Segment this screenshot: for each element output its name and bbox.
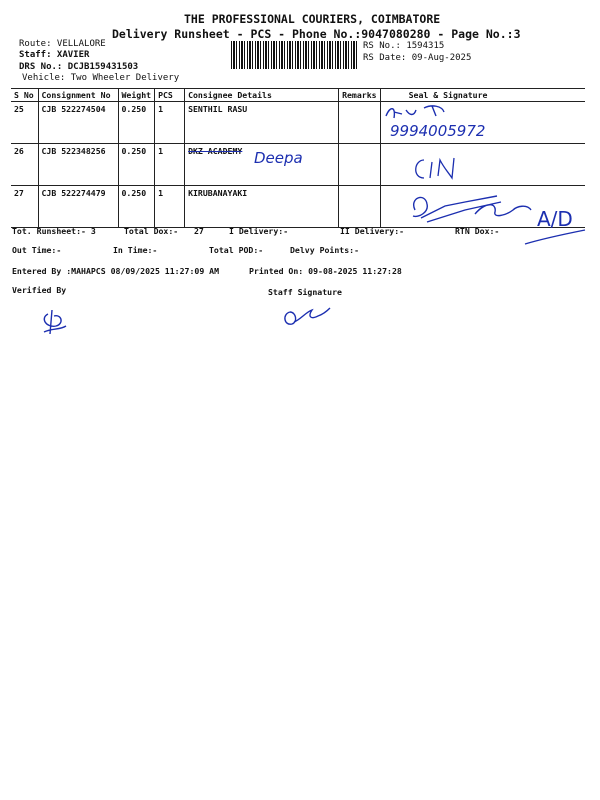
cell-consignment: CJB 522274504 [38,102,118,144]
cell-pcs: 1 [155,186,185,228]
cell-pcs: 1 [155,102,185,144]
barcode [231,41,359,69]
col-pcs: PCS [155,89,185,102]
cell-pcs: 1 [155,144,185,186]
drs-number: DRS No.: DCJB159431503 [19,62,139,72]
name-text: Deepa [254,149,303,167]
staff-signature-label: Staff Signature [268,287,342,297]
runsheet-subtitle: Delivery Runsheet - PCS - Phone No.:9047080280 - Page No.:3 [112,27,521,41]
in-time: In Time:- [113,245,158,255]
cell-remarks [339,186,381,228]
cell-remarks [339,102,381,144]
route-label: Route: VELLALORE [19,39,106,49]
verified-by: Verified By [12,285,67,295]
cell-sno: 25 [11,102,38,144]
cell-sno: 26 [11,144,38,186]
verifier-signature [38,308,72,338]
cell-consignee: KIRUBANAYAKI [185,186,339,228]
delvy-points: Delvy Points:- [290,245,360,255]
staff-label: Staff: XAVIER [19,50,90,60]
staff-signature [278,302,334,332]
i-delivery: I Delivery:- [229,226,289,236]
cell-weight: 0.250 [118,102,155,144]
vehicle-label: Vehicle: Two Wheeler Delivery [22,73,180,83]
phone-text: 9994005972 [390,122,486,140]
cell-consignment: CJB 522348256 [38,144,118,186]
signature-cin [410,152,470,187]
col-sno: S No [11,89,38,102]
tot-runsheet: Tot. Runsheet:- 3 [12,226,96,236]
ad-text: A/D [537,207,573,231]
col-seal-signature: Seal & Signature [380,89,585,102]
handwritten-name [250,143,340,173]
col-weight: Weight [118,89,155,102]
signature-row-27 [405,188,595,253]
handwritten-phone [380,102,540,142]
consignee-struck: DKZ ACADEMY [188,146,243,156]
rs-number: RS No.: 1594315 [363,41,445,51]
out-time: Out Time:- [12,245,62,255]
total-pod: Total POD:- [209,245,264,255]
cell-consignment: CJB 522274479 [38,186,118,228]
col-consignment: Consignment No [38,89,118,102]
ii-delivery: II Delivery:- [340,226,405,236]
cell-weight: 0.250 [118,144,155,186]
table-header-row [11,89,585,102]
rs-date: RS Date: 09-Aug-2025 [363,53,472,63]
rtn-dox: RTN Dox:- [455,226,500,236]
cell-weight: 0.250 [118,186,155,228]
cell-sno: 27 [11,186,38,228]
cell-remarks [339,144,381,186]
col-remarks: Remarks [339,89,381,102]
col-consignee: Consignee Details [185,89,339,102]
printed-on: Printed On: 09-08-2025 11:27:28 [249,266,402,276]
total-dox-value: 27 [194,226,204,236]
total-dox-label: Total Dox:- [124,226,179,236]
cell-consignee: SENTHIL RASU [185,102,339,144]
entered-by: Entered By :MAHAPCS 08/09/2025 11:27:09 AM [12,266,220,276]
company-title: THE PROFESSIONAL COURIERS, COIMBATORE [184,12,441,26]
